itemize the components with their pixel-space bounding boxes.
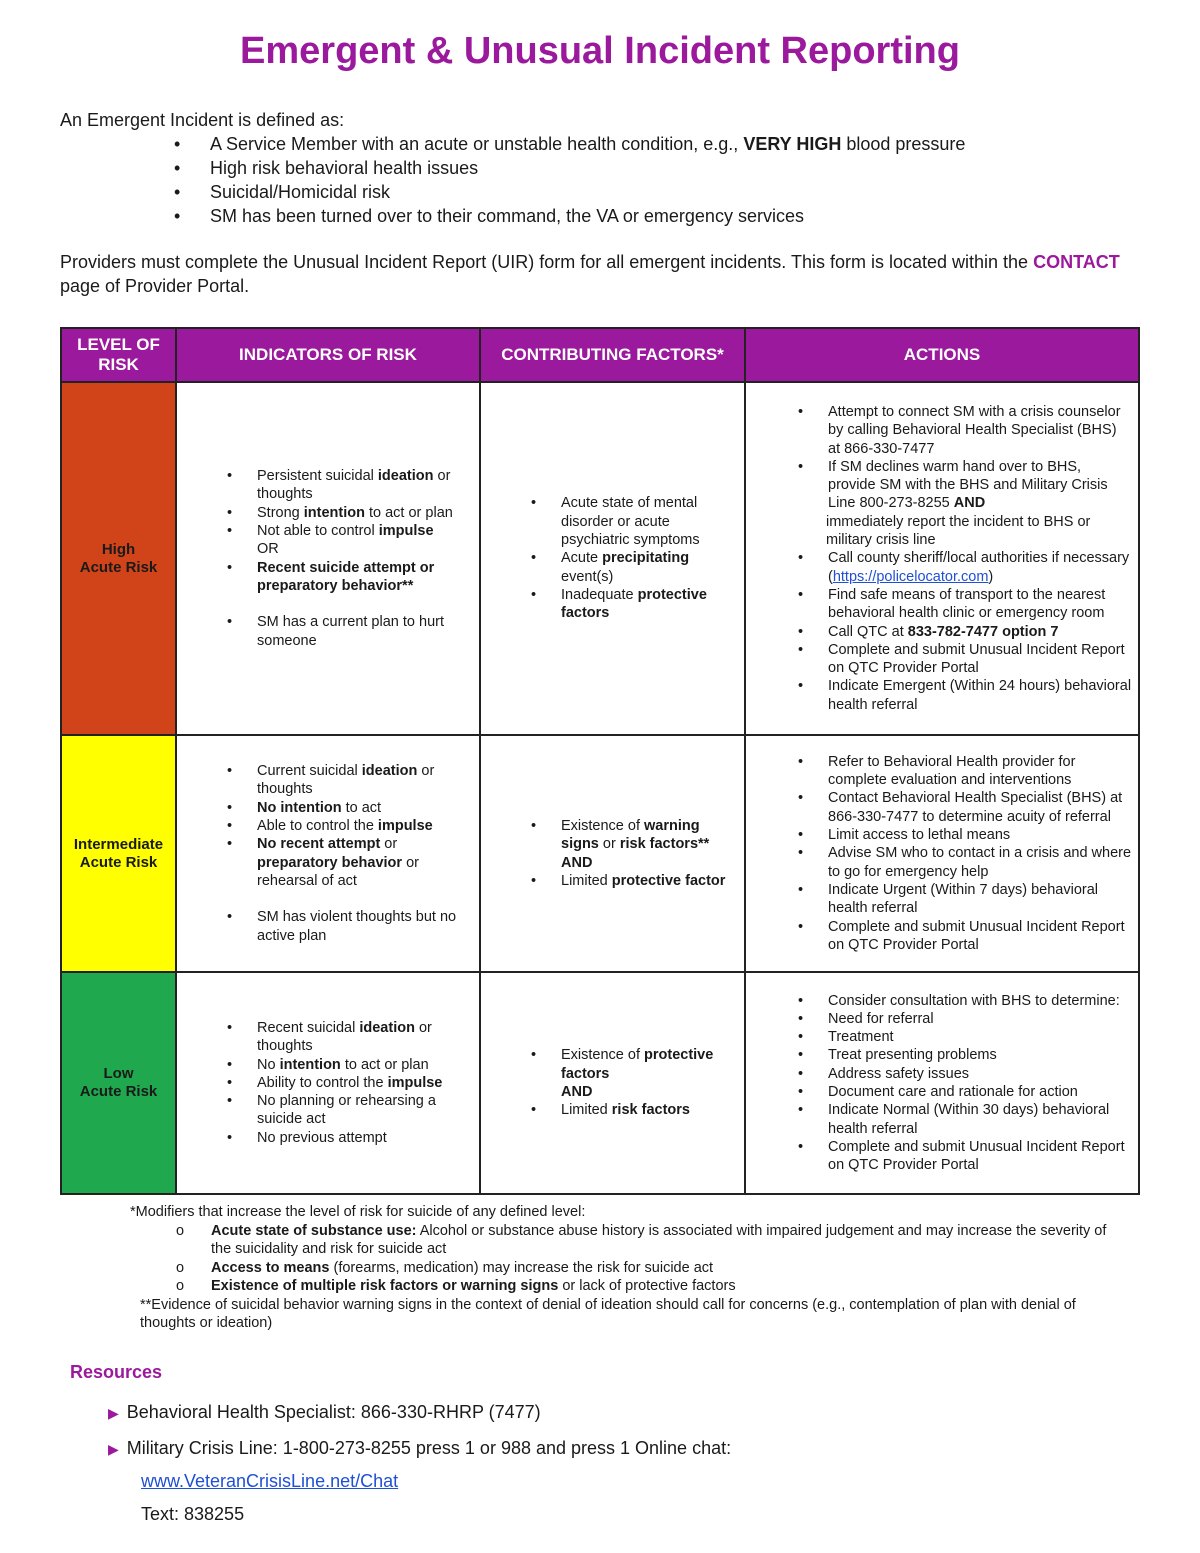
providers-paragraph: Providers must complete the Unusual Incident Report (UIR) form for all emergent incidents. This form is located within the CONTACT page of Provider Portal. bbox=[60, 252, 1120, 296]
list-item: • High risk behavioral health issues bbox=[210, 156, 1140, 180]
list-item: o Acute state of substance use: Alcohol or substance abuse history is associated with impaired judgement and may increase the severity of the suicidality and risk for suicide act bbox=[211, 1222, 1120, 1259]
intro-section bbox=[60, 108, 1140, 228]
resources-title: Resources bbox=[70, 1362, 163, 1382]
header-actions: ACTIONS bbox=[745, 328, 1139, 382]
level-high: High Acute Risk bbox=[61, 382, 176, 735]
contact-link[interactable]: CONTACT bbox=[1033, 252, 1120, 272]
footnotes: *Modifiers that increase the level of risk for suicide of any defined level: o Acute state of substance use: Alcohol or substance abuse history is associated with impaired judgement and may increase the severity of the suicidality and risk for suicide act o Access to means (forearms, medication) may increase the risk for suicide act o Existence of multiple risk factors or warning signs or lack of protective factors **Evidence of suicidal behavior warning signs in the context of denial of ideation should call for concerns (e.g., contemplation of plan with denial of thoughts or ideation) bbox=[130, 1203, 1120, 1333]
level-low: Low Acute Risk bbox=[61, 972, 176, 1194]
contributing-intermediate: • Existence of warning signs or risk factors** AND • Limited protective factor bbox=[480, 735, 745, 972]
header-level: LEVEL OF RISK bbox=[61, 328, 176, 382]
intro-lead: An Emergent Incident is defined as: bbox=[60, 110, 345, 130]
table-row-high bbox=[61, 382, 1139, 735]
triangle-bullet-icon: ▶ bbox=[108, 1441, 119, 1457]
header-contributing: CONTRIBUTING FACTORS* bbox=[480, 328, 745, 382]
risk-table bbox=[60, 327, 1140, 1195]
indicators-high: • Persistent suicidal ideation or thoughts • Strong intention to act or plan • Not able to control impulse OR • Recent suicide attempt or preparatory behavior** • SM has a current plan to hurt someone bbox=[176, 382, 480, 735]
crisis-text: Text: 838255 bbox=[141, 1504, 245, 1524]
police-locator-link[interactable]: https://policelocator.com bbox=[832, 568, 989, 585]
indicators-intermediate: • Current suicidal ideation or thoughts • No intention to act • Able to control the impulse • No recent attempt or preparatory behavior or rehearsal of act • SM has violent thoughts but no active plan bbox=[176, 735, 480, 972]
resource-bhs: ▶ Behavioral Health Specialist: 866-330-RHRP (7477) bbox=[108, 1402, 541, 1422]
table-row-intermediate bbox=[61, 735, 1139, 972]
level-intermediate: Intermediate Acute Risk bbox=[61, 735, 176, 972]
page-title: Emergent & Unusual Incident Reporting bbox=[240, 30, 960, 72]
intro-list bbox=[60, 132, 1140, 228]
triangle-bullet-icon: ▶ bbox=[108, 1405, 119, 1421]
actions-low: • Consider consultation with BHS to determine: • Need for referral • Treatment • Treat presenting problems • Address safety issues • Document care and rationale for action • Indicate Normal (Within 30 days) behavioral health referral • Complete and submit Unusual Incident Report on QTC Provider Portal bbox=[745, 972, 1139, 1194]
list-item: o Access to means (forearms, medication) may increase the risk for suicide act bbox=[211, 1259, 1120, 1278]
list-item: • Suicidal/Homicidal risk bbox=[210, 180, 1140, 204]
footnote-evidence: **Evidence of suicidal behavior warning signs in the context of denial of ideation should call for concerns (e.g., contemplation of plan with denial of thoughts or ideation) bbox=[140, 1296, 1076, 1331]
contributing-high: • Acute state of mental disorder or acute psychiatric symptoms • Acute precipitating event(s) • Inadequate protective factors bbox=[480, 382, 745, 735]
header-indicators: INDICATORS OF RISK bbox=[176, 328, 480, 382]
table-header-row bbox=[61, 328, 1139, 382]
indicators-low: • Recent suicidal ideation or thoughts • No intention to act or plan • Ability to control the impulse • No planning or rehearsing a suicide act • No previous attempt bbox=[176, 972, 480, 1194]
list-item: • SM has been turned over to their command, the VA or emergency services bbox=[210, 204, 1140, 228]
crisis-chat-link[interactable]: www.VeteranCrisisLine.net/Chat bbox=[141, 1471, 399, 1491]
resource-crisis-line: ▶ Military Crisis Line: 1-800-273-8255 press 1 or 988 and press 1 Online chat: bbox=[108, 1438, 732, 1458]
table-row-low bbox=[61, 972, 1139, 1194]
list-item: • A Service Member with an acute or unstable health condition, e.g., VERY HIGH blood pressure bbox=[210, 132, 1140, 156]
actions-high: • Attempt to connect SM with a crisis counselor by calling Behavioral Health Specialist (BHS) at 866-330-7477 • If SM declines warm hand over to BHS, provide SM with the BHS and Military Crisis Line 800-273-8255 AND immediately report the incident to BHS or military crisis line • Call county sheriff/local authorities if necessary (https://policelocator.com) • Find safe means of transport to the nearest behavioral health clinic or emergency room • Call QTC at 833-782-7477 option 7 • Complete and submit Unusual Incident Report on QTC Provider Portal • Indicate Emergent (Within 24 hours) behavioral health referral bbox=[745, 382, 1139, 735]
contributing-low: • Existence of protective factors AND • Limited risk factors bbox=[480, 972, 745, 1194]
list-item: o Existence of multiple risk factors or warning signs or lack of protective factors bbox=[211, 1277, 1120, 1296]
actions-intermediate: • Refer to Behavioral Health provider for complete evaluation and interventions • Contact Behavioral Health Specialist (BHS) at 866-330-7477 to determine acuity of referral • Limit access to lethal means • Advise SM who to contact in a crisis and where to go for emergency help • Indicate Urgent (Within 7 days) behavioral health referral • Complete and submit Unusual Incident Report on QTC Provider Portal bbox=[745, 735, 1139, 972]
